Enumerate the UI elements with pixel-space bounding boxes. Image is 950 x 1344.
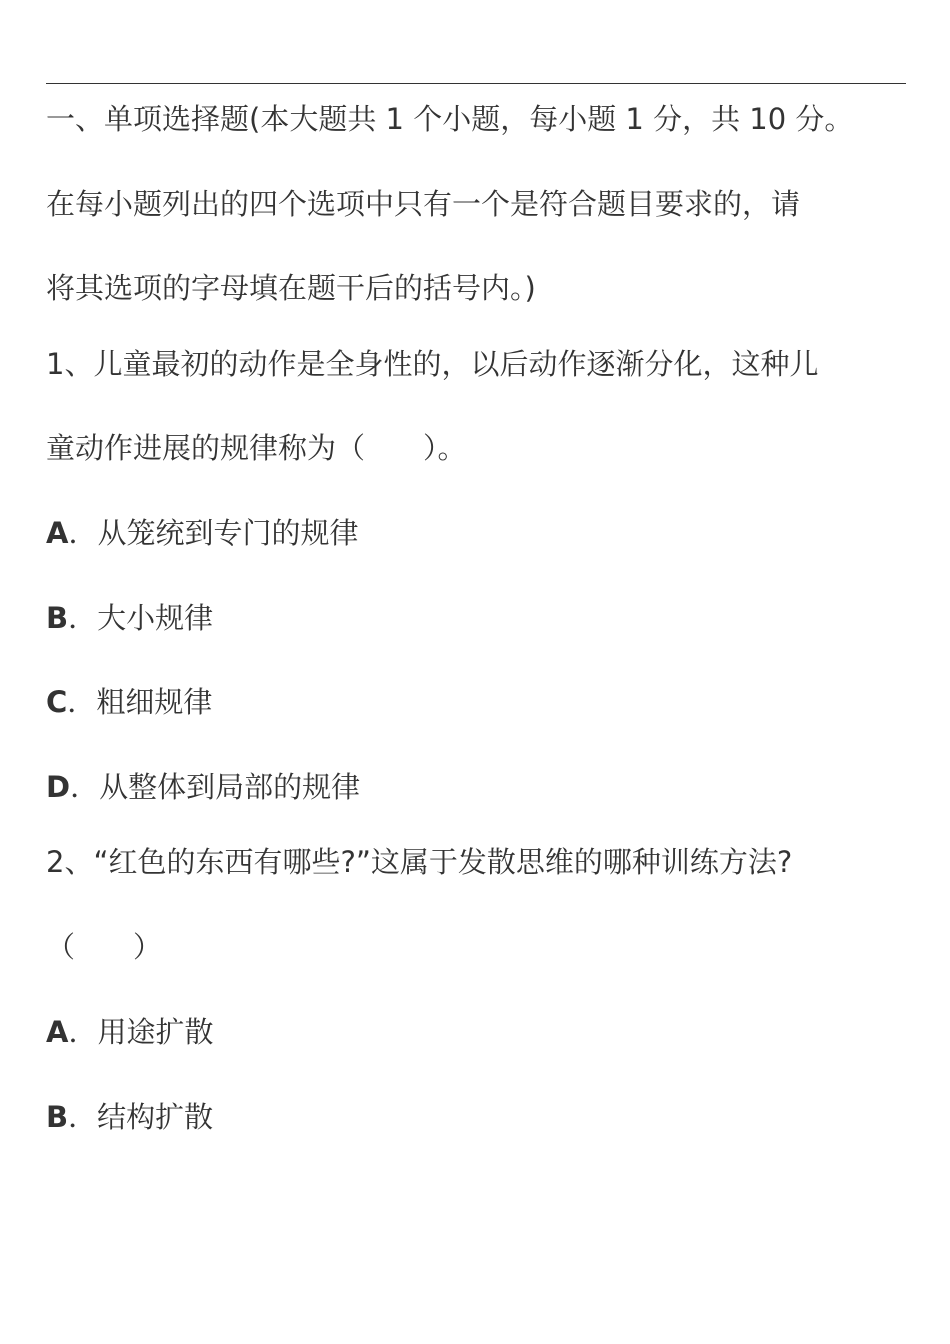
question-1-stem-line1: 1、儿童最初的动作是全身性的，以后动作逐渐分化，这种儿 [46, 347, 819, 381]
option-text: 粗细规律 [96, 685, 213, 719]
option-text: 从笼统到专门的规律 [97, 516, 359, 550]
question-1-option-b [46, 598, 213, 638]
option-separator: ． [68, 601, 98, 635]
header-rule [46, 83, 906, 84]
option-text: 用途扩散 [97, 1015, 214, 1049]
question-1-option-a [46, 513, 358, 553]
option-separator: ． [68, 1100, 98, 1134]
option-text: 大小规律 [97, 601, 214, 635]
option-separator: ． [67, 685, 97, 719]
option-separator: ． [68, 516, 98, 550]
option-separator: ． [68, 1015, 98, 1049]
option-text: 结构扩散 [97, 1100, 214, 1134]
option-letter: B [46, 601, 69, 635]
option-separator: ． [70, 770, 100, 804]
section-heading-line2: 在每小题列出的四个选项中只有一个是符合题目要求的，请 [46, 187, 801, 221]
option-text: 从整体到局部的规律 [99, 770, 361, 804]
option-letter: D [46, 770, 71, 804]
option-letter: C [46, 685, 68, 719]
question-1-option-c [46, 682, 212, 722]
question-2-stem-line1: 2、“红色的东西有哪些?”这属于发散思维的哪种训练方法? [46, 845, 793, 879]
option-letter: B [46, 1100, 69, 1134]
option-letter: A [46, 1015, 69, 1049]
question-2-stem-line2: （ ） [46, 930, 163, 964]
question-2-option-a [46, 1012, 213, 1052]
section-heading-line1: 一、单项选择题(本大题共 1 个小题，每小题 1 分，共 10 分。 [46, 102, 854, 136]
question-1-option-d [46, 767, 360, 807]
document-page [46, 0, 906, 1344]
section-heading-line3: 将其选项的字母填在题干后的括号内。) [46, 271, 536, 305]
option-letter: A [46, 516, 69, 550]
question-1-stem-line2: 童动作进展的规律称为（ ）。 [46, 431, 467, 465]
question-2-option-b [46, 1097, 213, 1137]
